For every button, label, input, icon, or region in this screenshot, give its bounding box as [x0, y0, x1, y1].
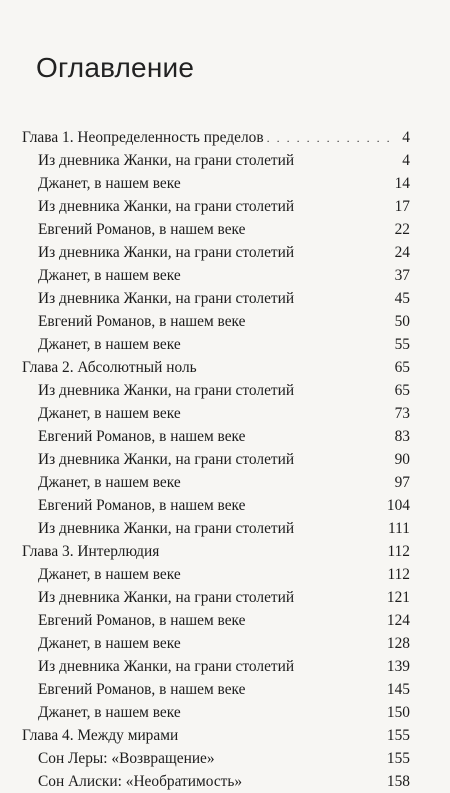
toc-page-number: 145 — [386, 681, 410, 698]
toc-entry-title: Глава 4. Между мирами — [22, 727, 179, 744]
toc-section-row — [22, 333, 410, 356]
toc-section-row — [22, 747, 410, 770]
toc-entry-title: Из дневника Жанки, на грани столетий — [38, 451, 295, 468]
toc-entry-title: Глава 3. Интерлюдия — [22, 543, 160, 560]
toc-page-number: 104 — [386, 497, 410, 514]
toc-section-row — [22, 287, 410, 310]
toc-entry-title: Джанет, в нашем веке — [38, 336, 181, 353]
toc-entry-title: Из дневника Жанки, на грани столетий — [38, 290, 295, 307]
toc-entry-title: Джанет, в нашем веке — [38, 405, 181, 422]
dot-leader — [267, 127, 389, 150]
toc-page-number: 90 — [394, 451, 410, 468]
toc-entry-title: Джанет, в нашем веке — [38, 267, 181, 284]
toc-section-row — [22, 471, 410, 494]
table-of-contents — [22, 126, 410, 793]
page-title: Оглавление — [36, 52, 195, 83]
toc-entry-title: Из дневника Жанки, на грани столетий — [38, 520, 295, 537]
toc-entry-title: Джанет, в нашем веке — [38, 175, 181, 192]
toc-entry-title: Сон Леры: «Возвращение» — [38, 750, 215, 767]
toc-section-row — [22, 310, 410, 333]
toc-page-number: 111 — [388, 520, 410, 537]
toc-section-row — [22, 655, 410, 678]
toc-page-number: 112 — [387, 566, 410, 583]
toc-page-number: 150 — [386, 704, 410, 721]
toc-entry-title: Из дневника Жанки, на грани столетий — [38, 244, 295, 261]
toc-page-number: 158 — [386, 773, 410, 790]
toc-page-number: 139 — [386, 658, 410, 675]
toc-page-number: 155 — [386, 750, 410, 767]
toc-page-number: 4 — [402, 129, 410, 146]
toc-section-row — [22, 218, 410, 241]
toc-section-row — [22, 701, 410, 724]
toc-page-number: 155 — [386, 727, 410, 744]
toc-page-number: 45 — [394, 290, 410, 307]
toc-entry-title: Из дневника Жанки, на грани столетий — [38, 382, 295, 399]
toc-section-row — [22, 149, 410, 172]
toc-page-number: 65 — [394, 359, 410, 376]
toc-entry-title: Глава 2. Абсолютный ноль — [22, 359, 197, 376]
toc-section-row — [22, 195, 410, 218]
toc-section-row — [22, 632, 410, 655]
toc-page-number: 65 — [394, 382, 410, 399]
toc-section-row — [22, 448, 410, 471]
toc-section-row — [22, 563, 410, 586]
toc-page-number: 22 — [394, 221, 410, 238]
toc-section-row — [22, 678, 410, 701]
toc-section-row — [22, 609, 410, 632]
toc-page-number: 50 — [394, 313, 410, 330]
toc-entry-title: Сон Алиски: «Необратимость» — [38, 773, 243, 790]
toc-entry-title: Джанет, в нашем веке — [38, 704, 181, 721]
toc-page-number: 112 — [387, 543, 410, 560]
toc-entry-title: Джанет, в нашем веке — [38, 635, 181, 652]
toc-page-number: 17 — [394, 198, 410, 215]
toc-page-number: 128 — [386, 635, 410, 652]
toc-section-row — [22, 379, 410, 402]
toc-entry-title: Джанет, в нашем веке — [38, 474, 181, 491]
toc-section-row — [22, 402, 410, 425]
toc-entry-title: Евгений Романов, в нашем веке — [38, 221, 246, 238]
toc-entry-title: Из дневника Жанки, на грани столетий — [38, 152, 295, 169]
toc-section-row — [22, 517, 410, 540]
toc-section-row — [22, 264, 410, 287]
toc-page-number: 37 — [394, 267, 410, 284]
toc-section-row — [22, 586, 410, 609]
toc-page-number: 83 — [394, 428, 410, 445]
toc-chapter-row — [22, 724, 410, 747]
toc-entry-title: Евгений Романов, в нашем веке — [38, 497, 246, 514]
toc-page-number: 121 — [386, 589, 410, 606]
toc-section-row — [22, 241, 410, 264]
toc-page-number: 24 — [394, 244, 410, 261]
toc-entry-title: Из дневника Жанки, на грани столетий — [38, 198, 295, 215]
toc-section-row — [22, 494, 410, 517]
toc-entry-title: Евгений Романов, в нашем веке — [38, 313, 246, 330]
toc-entry-title: Из дневника Жанки, на грани столетий — [38, 658, 295, 675]
toc-section-row — [22, 770, 410, 793]
toc-entry-title: Из дневника Жанки, на грани столетий — [38, 589, 295, 606]
toc-section-row — [22, 425, 410, 448]
toc-page-number: 73 — [394, 405, 410, 422]
toc-section-row — [22, 172, 410, 195]
toc-chapter-row — [22, 356, 410, 379]
toc-chapter-row — [22, 126, 410, 149]
toc-page-number: 4 — [402, 152, 410, 169]
toc-page-number: 97 — [394, 474, 410, 491]
toc-entry-title: Евгений Романов, в нашем веке — [38, 681, 246, 698]
toc-entry-title: Евгений Романов, в нашем веке — [38, 428, 246, 445]
toc-entry-title: Глава 1. Неопределенность пределов — [22, 129, 264, 146]
toc-entry-title: Евгений Романов, в нашем веке — [38, 612, 246, 629]
toc-entry-title: Джанет, в нашем веке — [38, 566, 181, 583]
toc-page-number: 124 — [386, 612, 410, 629]
toc-chapter-row — [22, 540, 410, 563]
toc-page-number: 14 — [394, 175, 410, 192]
toc-page-number: 55 — [394, 336, 410, 353]
